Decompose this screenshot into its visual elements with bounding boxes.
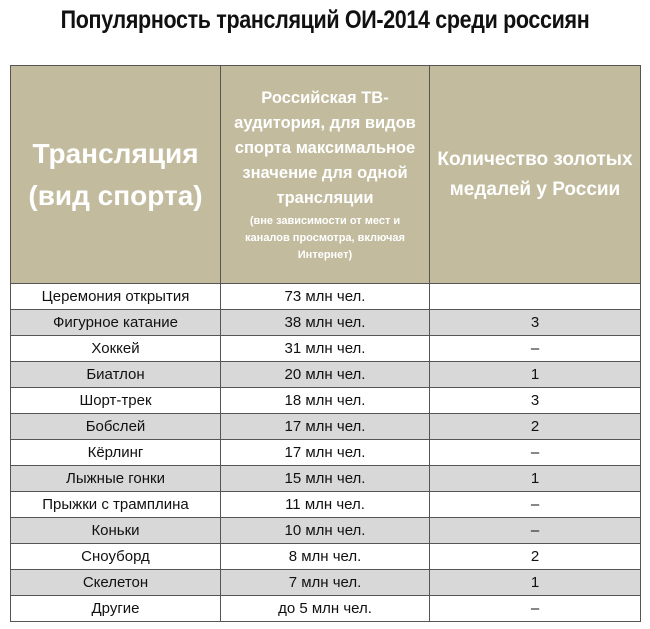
column-header-tv-audience-label: Российская ТВ-аудитория, для видов спорта максимальное значение для одной трансляции [234,88,416,207]
cell-gold-medals: 3 [430,310,641,336]
cell-sport: Шорт-трек [11,388,221,414]
column-header-sport [11,66,221,284]
cell-sport: Кёрлинг [11,440,221,466]
table-row [11,414,641,440]
cell-sport: Сноуборд [11,544,221,570]
table-row [11,492,641,518]
table-row [11,336,641,362]
cell-gold-medals: 2 [430,414,641,440]
table-row [11,466,641,492]
column-header-tv-audience-note: (вне зависимости от мест и каналов просмотра, включая Интернет) [245,214,405,261]
cell-audience: 18 млн чел. [221,388,430,414]
cell-audience: до 5 млн чел. [221,596,430,622]
cell-audience: 17 млн чел. [221,440,430,466]
cell-sport: Церемония открытия [11,284,221,310]
cell-audience: 31 млн чел. [221,336,430,362]
table-row [11,440,641,466]
table-row [11,518,641,544]
column-header-sport-line2: (вид спорта) [28,179,203,211]
cell-audience: 20 млн чел. [221,362,430,388]
header-row [11,66,641,284]
cell-gold-medals: – [430,596,641,622]
cell-audience: 8 млн чел. [221,544,430,570]
data-table [10,65,641,622]
cell-gold-medals: – [430,440,641,466]
column-header-tv-audience [221,66,430,284]
cell-gold-medals: 1 [430,570,641,596]
cell-sport: Другие [11,596,221,622]
cell-gold-medals: – [430,518,641,544]
table-header [11,66,641,284]
cell-audience: 15 млн чел. [221,466,430,492]
cell-audience: 38 млн чел. [221,310,430,336]
table-row [11,570,641,596]
table-row [11,284,641,310]
cell-gold-medals: – [430,492,641,518]
table-row [11,310,641,336]
cell-sport: Скелетон [11,570,221,596]
cell-audience: 7 млн чел. [221,570,430,596]
table-row [11,388,641,414]
column-header-gold-medals: Количество золотых медалей у России [430,66,641,284]
table-body [11,284,641,622]
cell-sport: Бобслей [11,414,221,440]
cell-sport: Лыжные гонки [11,466,221,492]
cell-audience: 17 млн чел. [221,414,430,440]
cell-audience: 11 млн чел. [221,492,430,518]
cell-gold-medals: 3 [430,388,641,414]
cell-gold-medals: – [430,336,641,362]
table-row [11,362,641,388]
cell-audience: 73 млн чел. [221,284,430,310]
cell-gold-medals [430,284,641,310]
cell-sport: Биатлон [11,362,221,388]
cell-audience: 10 млн чел. [221,518,430,544]
cell-sport: Прыжки с трамплина [11,492,221,518]
cell-sport: Коньки [11,518,221,544]
cell-sport: Фигурное катание [11,310,221,336]
table-row [11,544,641,570]
cell-gold-medals: 1 [430,362,641,388]
table-row [11,596,641,622]
page-title: Популярность трансляций ОИ-2014 среди россиян [60,6,590,34]
cell-sport: Хоккей [11,336,221,362]
cell-gold-medals: 1 [430,466,641,492]
cell-gold-medals: 2 [430,544,641,570]
column-header-sport-line1: Трансляция [32,137,199,169]
